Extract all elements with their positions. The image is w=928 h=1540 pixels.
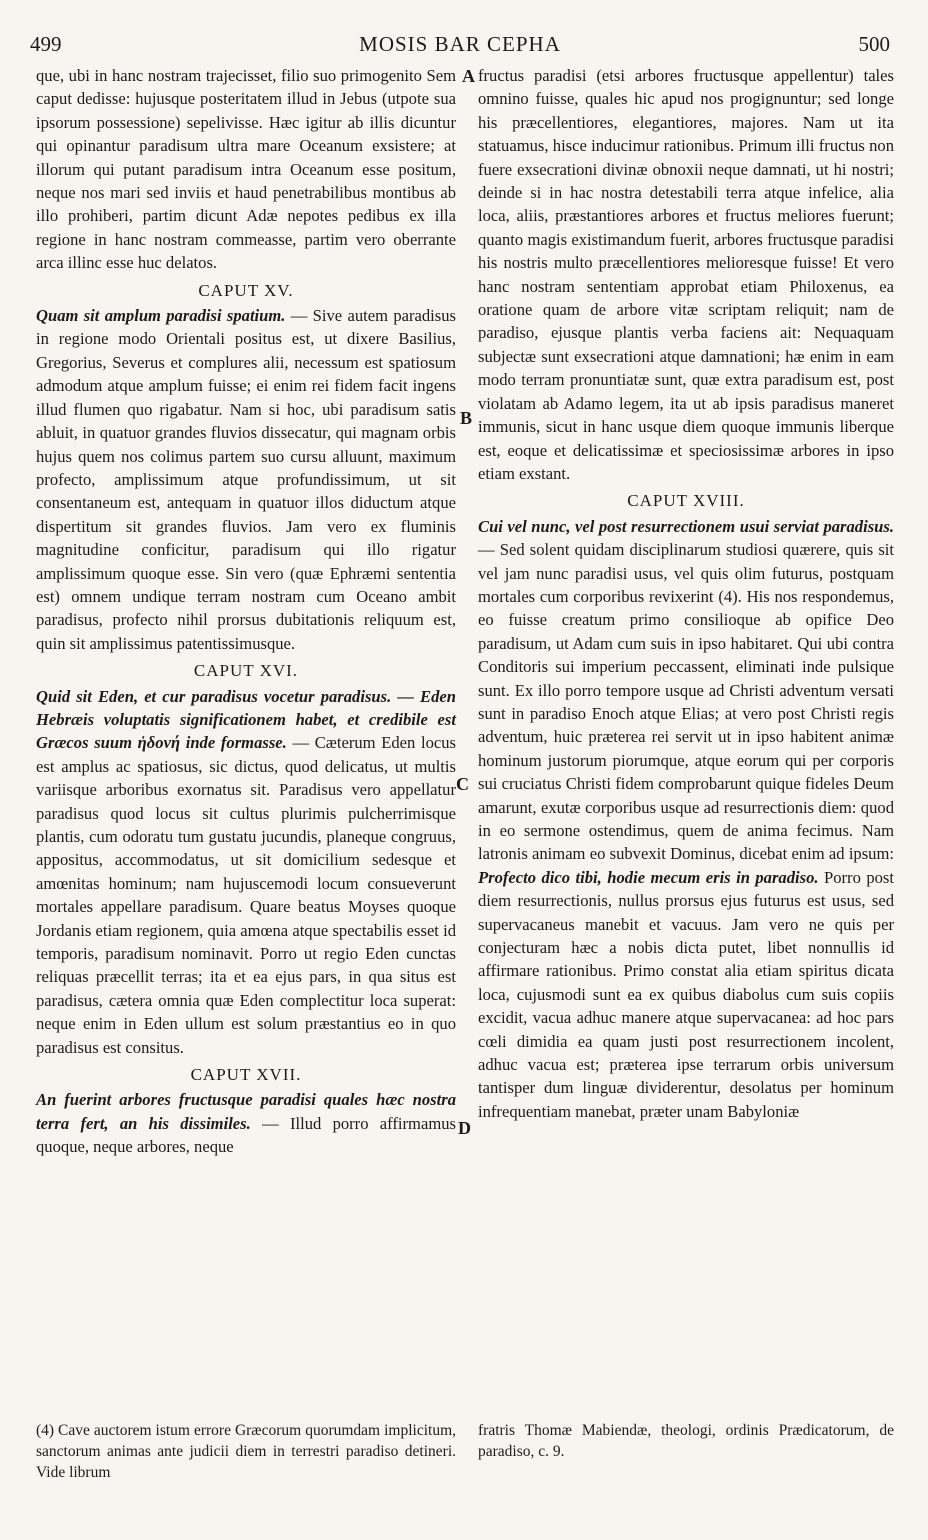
chapter-summary: Cui vel nunc, vel post resurrectionem usui serviat paradisus. — [478, 516, 894, 536]
right-column — [478, 64, 894, 1123]
chapter-summary: Quid sit Eden, et cur paradisus vocetur paradisus. — Eden Hebræis voluptatis significationem habet, et credibile est Græcos suum ἡδονή inde formasse. — [36, 686, 456, 753]
margin-marker-d: D — [458, 1118, 471, 1138]
running-header — [30, 32, 890, 62]
footnote-right: fratris Thomæ Mabiendæ, theologi, ordinis Prædicatorum, de paradiso, c. 9. — [478, 1422, 894, 1460]
margin-marker-c: C — [456, 774, 469, 794]
footnote-left: (4) Cave auctorem istum errore Græcorum quorumdam implicitum, sanctorum animas ante judicii diem in terrestri paradiso detineri. Vide librum — [36, 1422, 456, 1481]
paragraph: que, ubi in hanc nostram trajecisset, filio suo primogenito Sem caput dedisse: hujusque posteritatem illud in Jebus (utpote sua ipsorum possessione) sepelivisse. Hæc igitur ab illis dicuntur qui opinantur paradisum ultra mare Oceanum exsistere; at illorum qui putant paradisum intra Oceanum esse positum, neque nos mari sed inviis et haud penetrabilibus montibus ab illo prohiberi, partim dicunt Adæ nepotes pedibus ex illa regione in hanc nostram commeasse, partim vero oberrante arca illinc esse huc delatos. — [36, 66, 456, 273]
margin-marker-a: A — [462, 66, 475, 86]
paragraph-text: Porro post diem resurrectionis, nullus prorsus ejus futurus est usus, sed supervacaneus manebit et vacuus. Jam vero ne quis per conjecturam hæc a nobis dicta putet, libet nonnullis id affirmare rationibus. Primo constat alia etiam spiritus dicata loca, cujusmodi sunt ea ex quibus diabolus cum suis copiis excidit, vacua adhuc manere atque supervacanea: ad hoc pars cœli dimidia ea quam justi post resurrectionem incolent, adhuc vacua est; præterea ipse terrarum orbis universum tantisper dum linguæ dividerentur, desolatus per hominum infrequentiam manebat, præter unam Babyloniæ — [478, 867, 894, 1121]
paragraph-text: — Sed solent quidam disciplinarum studiosi quærere, quis sit vel jam nunc paradisi usus, vel quis olim futurus, postquam mortales cum corporibus revixerint (4). His nos respondemus, eo fuisse creatum primo consilioque ab opifice Deo paradisum, ut Adam cum suis in ipso habitaret. Qui ubi contra Conditoris sui imperium peccassent, eliminati inde pulsique sunt. Ex illo porro tempore usque ad Christi adventum versati sunt in paradiso Enoch atque Elias; at vero post Christi regis adventum, huic præterea rei servit ut in ipso habitent animæ hominum justorum piorumque, atque eorum qui per corporis sui cruciatus Christi fidem comprobarunt quique fideles Deum amarunt, exutæ corporibus usque ad resurrectionis diem: quod in eo sermone ostendimus, quem de anima fecimus. Nam latronis animam eo subvexit Dominus, dicebat enim ad ipsum: — [478, 540, 894, 864]
chapter-summary: Quam sit amplum paradisi spatium. — [36, 306, 286, 326]
paragraph-text: — Illud porro affirmamus quoque, neque arbores, neque — [36, 1113, 456, 1157]
paragraph — [478, 515, 894, 1124]
paragraph-text: — Sive autem paradisus in regione modo Orientali positus est, ut dixere Basilius, Gregorius, Severus et complures alii, necessum est spatiosum admodum atque amplum fuisse; ei enim rei fidem facit ingens illud flumen quo rigabatur. Nam si hoc, ubi paradisum satis abluit, in quatuor grandes fluvios dissecatur, qui magnam orbis hujus quem nos colimus partem suo cursu alluunt, maximum profecto, amplissimum atque profundissimum, ut sit consentaneum est, antequam in quatuor illos diductum atque dispertitum sit grandes fluvios. Jam vero ex fluminis magnitudine conficitur, paradisum qui illo rigatur amplissimum quoque esse. Sin vero (quæ Ephræmi sententia est) omnem undique terram nostram cum Oceano ambit paradisus, profecto nihil prorsus dubitationis reliquum est, quin sit amplissimus patentissimusque. — [36, 306, 456, 653]
paragraph — [36, 1088, 456, 1158]
chapter-summary: An fuerint arbores fructusque paradisi quales hæc nostra terra fert, an his dissimiles. — [36, 1090, 456, 1133]
paragraph — [36, 685, 456, 1060]
paragraph-text: — Cæterum Eden locus est amplus ac spatiosus, sic dictus, quod delicatus, ut multis variisque arboribus exornatus sit. Paradisus vero appellatur paradisus quod locus sit cultus plurimis pulcherrimisque plantis, cum odoratu tum gustatu jucundis, planeque congruus, appositus, accommodatus, ut sit domicilium sedesque et amœnitas hominum; nam hujuscemodi locum consueverunt mortales appellare paradisum. Quare beatus Moyses quoque Jordanis etiam regionem, quia amœna atque spectabilis esset id temporis, paradisum nominavit. Porro ut regio Eden cunctas reliquas præcellit terras; ita et ea ejus pars, in qua situs est paradisus, cætera omnia quæ Eden complectitur loca superat: neque enim in Eden ullum est solum præstantius eo in quo paradisus est consitus. — [36, 733, 456, 1057]
chapter-heading-17: CAPUT XVII. — [190, 1065, 302, 1085]
scripture-quote: Profecto dico tibi, hodie mecum eris in paradiso. — [478, 867, 819, 887]
chapter-heading-15: CAPUT XV. — [198, 280, 294, 300]
page-number-left: 499 — [30, 32, 62, 56]
chapter-heading-16: CAPUT XVI. — [193, 661, 299, 681]
running-title: MOSIS BAR CEPHA — [359, 32, 561, 56]
left-column — [36, 64, 456, 1159]
chapter-heading-18: CAPUT XVIII. — [627, 491, 745, 511]
margin-marker-b: B — [460, 408, 473, 428]
paragraph: fructus paradisi (etsi arbores fructusque appellentur) tales omnino fuisse, quales hic apud nos progignuntur; sed longe his præcellentiores, elegantiores, majores. Nam ut ita statuamus, hisce inducimur rationibus. Primum illi fructus non fuere exsecrationi divinæ obnoxii neque damnati, ut hi nostri; deinde si in hac nostra detestabili terra atque infelice, alia loca, aliis, præstantiores arbores et fructus meliores fuerunt; quanto magis existimandum fuerit, arbores fructusque paradisi his nostris multo præcellentiores melioresque fuisse! Et vero hanc nostram sententiam approbat etiam Philoxenus, ea oratione quam de arbore vitæ scriptam reliquit; nam de paradiso, ejusque plantis verba faciens ait: Nequaquam subjectæ sunt exsecrationi atque damnationi; hæ enim in eam modo terram pronuntiatæ sunt, quæ extra paradisum est, post violatam ab Adamo legem, ita ut ab ipsis paradisus maneret immunis, sicut in hanc usque diem quoque immunis liberque est, eoque et delicatissimæ et speciosissimæ arbores in ipso etiam exstant. — [478, 66, 894, 483]
page-number-right: 500 — [858, 32, 890, 56]
paragraph — [36, 304, 456, 655]
